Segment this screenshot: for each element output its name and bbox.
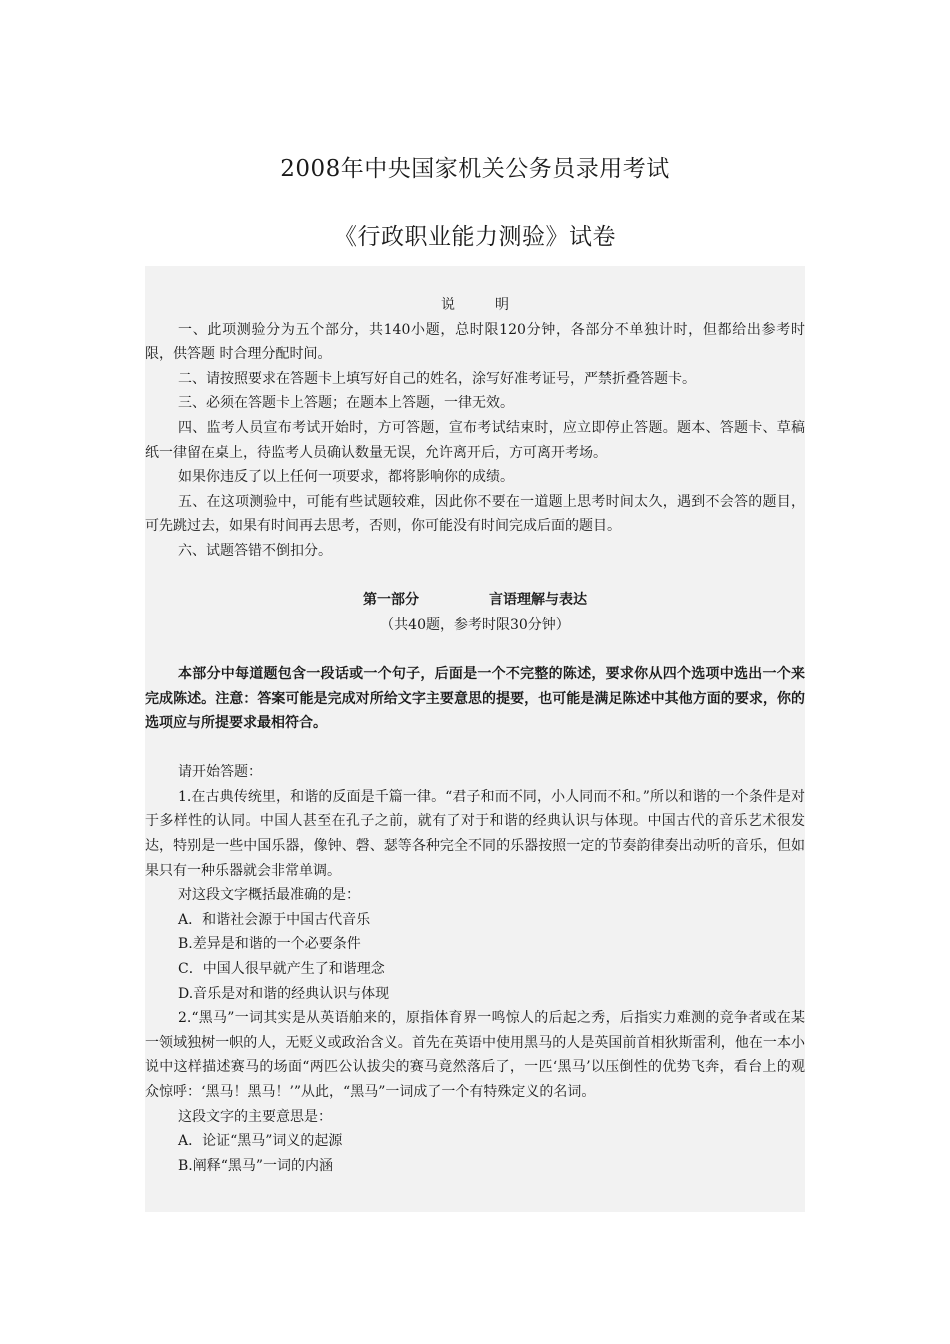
instruction-item: 一、此项测验分为五个部分，共140小题，总时限120分钟，各部分不单独计时，但都给出参考时限，供答题 时合理分配时间。 [145,321,805,363]
exam-subtitle: 《行政职业能力测验》试卷 [334,224,616,250]
question-option: B.阐释“黑马”一词的内涵 [178,1157,334,1174]
question-option: C．中国人很早就产生了和谐理念 [178,961,385,978]
instruction-item: 如果你违反了以上任何一项要求，都将影响你的成绩。 [178,469,514,486]
question-option: A．和谐社会源于中国古代音乐 [178,911,371,928]
section-note: （共40题，参考时限30分钟） [380,616,570,633]
instruction-item: 五、在这项测验中，可能有些试题较难，因此你不要在一道题上思考时间太久，遇到不会答的题目，可先跳过去，如果有时间再去思考，否则，你可能没有时间完成后面的题目。 [145,493,805,535]
instructions-heading: 说 明 [441,297,509,313]
start-prompt: 请开始答题： [178,764,262,781]
instruction-item: 三、必须在答题卡上答题；在题本上答题，一律无效。 [178,395,514,412]
question-stem: 2.“黑马”一词其实是从英语舶来的，原指体育界一鸣惊人的后起之秀，后指实力难测的竞争者或在某一领域独树一帜的人，无贬义或政治含义。首先在英语中使用黑马的人是英国前首相狄斯雷利，他在一本小说中这样描述赛马的场面“两匹公认拔尖的赛马竟然落后了，一匹‘黑马’以压倒性的优势飞奔，看台上的观众惊呼：‘黑马！黑马！’”从此，“黑马”一词成了一个有特殊定义的名词。 [145,1010,805,1100]
exam-title: 2008年中央国家机关公务员录用考试 [280,156,670,182]
instruction-item: 六、试题答错不倒扣分。 [178,542,332,559]
section-directions: 本部分中每道题包含一段话或一个句子，后面是一个不完整的陈述，要求你从四个选项中选出一个来完成陈述。注意：答案可能是完成对所给文字主要意思的提要，也可能是满足陈述中其他方面的要求，你的选项应与所提要求最相符合。 [145,665,805,732]
question-stem: 1.在古典传统里，和谐的反面是千篇一律。“君子和而不同，小人同而不和。”所以和谐的一个条件是对于多样性的认同。中国人甚至在孔子之前，就有了对于和谐的经典认识与体现。中国古代的音乐艺术很发达，特别是一些中国乐器，像钟、磬、瑟等各种完全不同的乐器按照一定的节奏韵律奏出动听的音乐，但如果只有一种乐器就会非常单调。 [145,788,805,879]
question-option: D.音乐是对和谐的经典认识与体现 [178,985,390,1002]
document-body [145,266,805,1212]
instruction-item: 二、请按照要求在答题卡上填写好自己的姓名，涂写好准考证号，严禁折叠答题卡。 [178,370,696,387]
instruction-item: 四、监考人员宣布考试开始时，方可答题，宣布考试结束时，应立即停止答题。题本、答题卡、草稿纸一律留在桌上，待监考人员确认数量无误，允许离开后，方可离开考场。 [145,419,805,461]
question-option: B.差异是和谐的一个必要条件 [178,936,361,953]
question-option: A．论证“黑马”词义的起源 [178,1133,343,1150]
section-heading: 第一部分 言语理解与表达 [363,592,587,609]
question-prompt: 这段文字的主要意思是： [178,1108,332,1125]
question-prompt: 对这段文字概括最准确的是： [178,887,360,904]
